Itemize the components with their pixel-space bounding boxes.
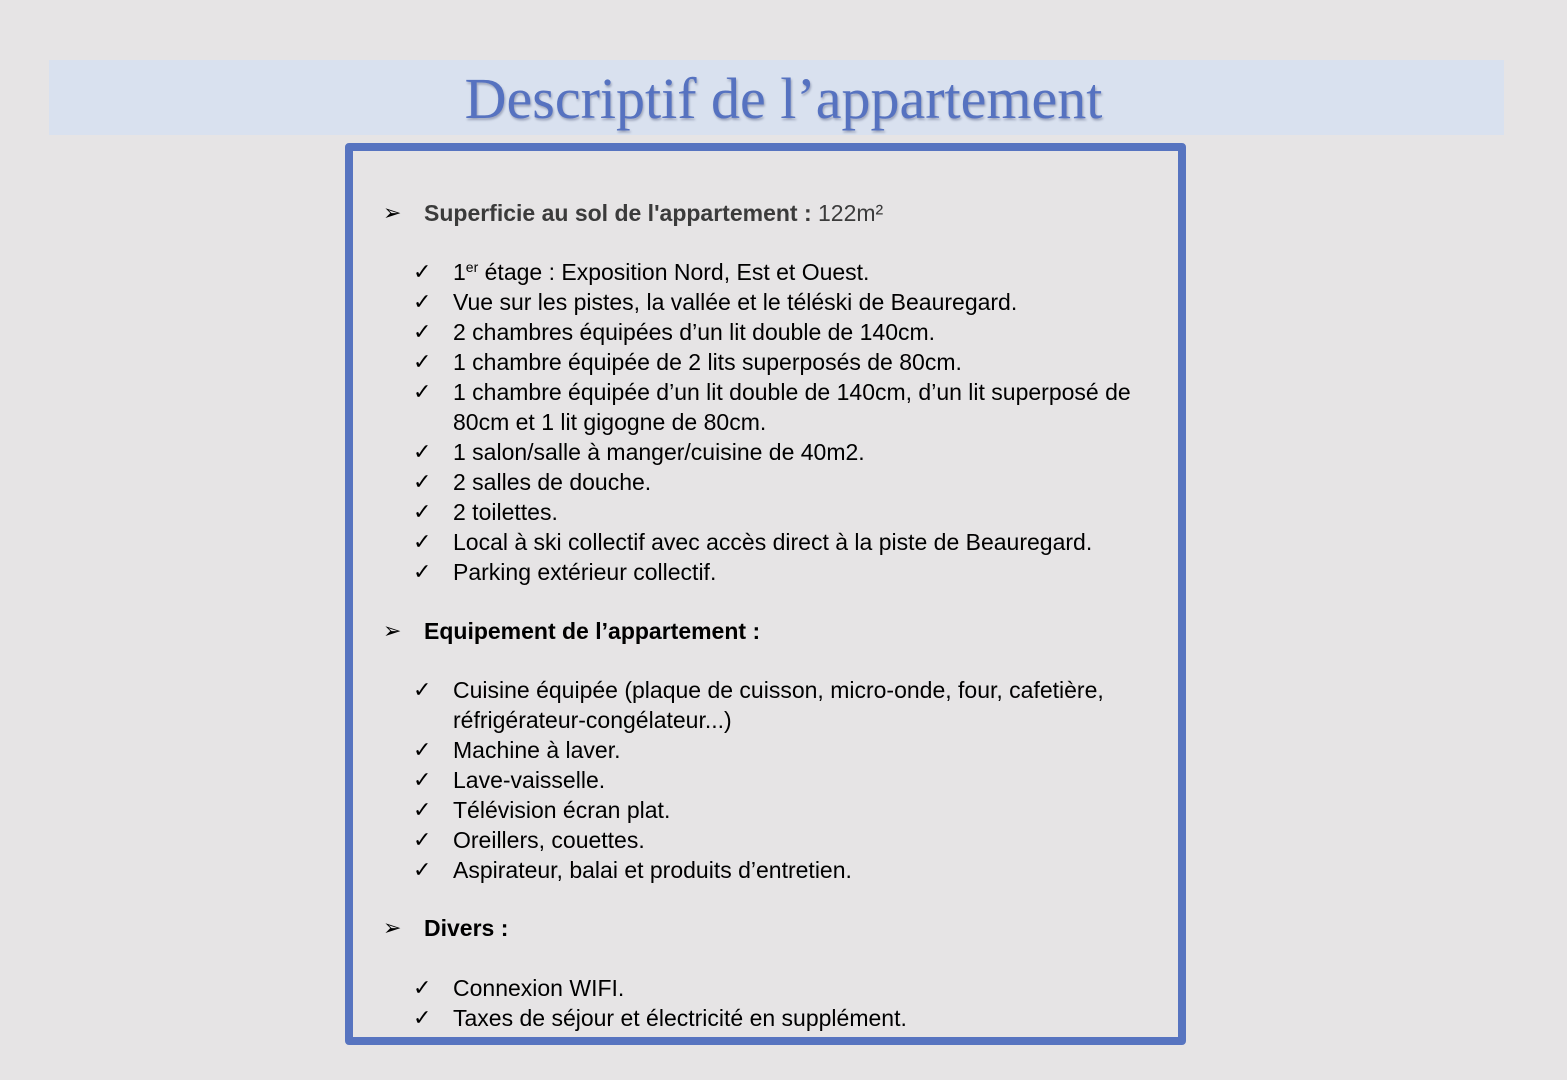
features-list: [413, 257, 1163, 587]
list-item-text: Vue sur les pistes, la vallée et le téléski de Beauregard.: [453, 289, 1018, 315]
checkmark-icon: ✓: [413, 797, 432, 822]
list-item: [413, 973, 1163, 1003]
checkmark-icon: ✓: [413, 559, 432, 584]
list-item-text: étage : Exposition Nord, Est et Ouest.: [478, 259, 870, 285]
list-item: [413, 287, 1163, 317]
checkmark-icon: ✓: [413, 677, 432, 702]
list-item: [413, 735, 1163, 765]
list-item: [413, 347, 1163, 377]
list-item-text: Lave-vaisselle.: [453, 767, 606, 793]
checkmark-icon: ✓: [413, 737, 432, 762]
list-item: [413, 1003, 1163, 1033]
section-heading-divers: [383, 913, 508, 943]
list-item: [413, 825, 1163, 855]
list-item: [413, 527, 1163, 557]
checkmark-icon: ✓: [413, 259, 432, 284]
list-item-text: Télévision écran plat.: [453, 797, 671, 823]
list-item-text: Oreillers, couettes.: [453, 827, 645, 853]
checkmark-icon: ✓: [413, 827, 432, 852]
list-item-text: Taxes de séjour et électricité en supplément.: [453, 1005, 907, 1031]
description-frame: [345, 143, 1186, 1045]
list-item-text: Aspirateur, balai et produits d’entretien.: [453, 857, 852, 883]
list-item: [413, 437, 1163, 467]
list-item-text: Parking extérieur collectif.: [453, 559, 717, 585]
checkmark-icon: ✓: [413, 767, 432, 792]
checkmark-icon: ✓: [413, 975, 432, 1000]
list-item-text: 1 chambre équipée d’un lit double de 140cm, d’un lit superposé de 80cm et 1 lit gigogne de 80cm.: [453, 379, 1131, 435]
checkmark-icon: ✓: [413, 499, 432, 524]
floor-ordinal: er: [465, 259, 479, 275]
checkmark-icon: ✓: [413, 379, 432, 404]
list-item-text: 2 chambres équipées d’un lit double de 140cm.: [453, 319, 936, 345]
list-item-text: 1 salon/salle à manger/cuisine de 40m2.: [453, 439, 865, 465]
arrow-bullet-icon: ➢: [383, 200, 402, 225]
page-title: Descriptif de l’appartement: [464, 66, 1103, 131]
checkmark-icon: ✓: [413, 529, 432, 554]
list-item-text: 2 salles de douche.: [453, 469, 652, 495]
section-heading-label: Equipement de l’appartement :: [424, 618, 761, 644]
list-item: [413, 795, 1163, 825]
section-heading-equipement: [383, 616, 760, 646]
checkmark-icon: ✓: [413, 469, 432, 494]
checkmark-icon: ✓: [413, 439, 432, 464]
checkmark-icon: ✓: [413, 857, 432, 882]
list-item-text: Machine à laver.: [453, 737, 621, 763]
list-item: [413, 467, 1163, 497]
list-item-text: Connexion WIFI.: [453, 975, 625, 1001]
arrow-bullet-icon: ➢: [383, 915, 402, 940]
section-heading-label: Superficie au sol de l'appartement :: [424, 200, 812, 226]
equipment-list: [413, 675, 1163, 885]
list-item-text: Local à ski collectif avec accès direct à la piste de Beauregard.: [453, 529, 1093, 555]
misc-list: [413, 973, 1163, 1033]
checkmark-icon: ✓: [413, 319, 432, 344]
list-item: [413, 317, 1163, 347]
list-item-text: Cuisine équipée (plaque de cuisson, micro-onde, four, cafetière, réfrigérateur-congélateur...): [453, 677, 1104, 733]
floor-number: 1: [453, 259, 466, 285]
arrow-bullet-icon: ➢: [383, 618, 402, 643]
list-item: [413, 855, 1163, 885]
list-item: [413, 257, 1163, 287]
checkmark-icon: ✓: [413, 289, 432, 314]
checkmark-icon: ✓: [413, 1005, 432, 1030]
list-item-text: 2 toilettes.: [453, 499, 558, 525]
list-item: [413, 377, 1163, 437]
list-item-text: 1 chambre équipée de 2 lits superposés de 80cm.: [453, 349, 962, 375]
surface-value: 122m²: [818, 200, 884, 226]
list-item: [413, 497, 1163, 527]
section-heading-label: Divers :: [424, 915, 509, 941]
section-heading-superficie: [383, 198, 883, 228]
list-item: [413, 557, 1163, 587]
list-item: [413, 765, 1163, 795]
checkmark-icon: ✓: [413, 349, 432, 374]
list-item: [413, 675, 1163, 735]
